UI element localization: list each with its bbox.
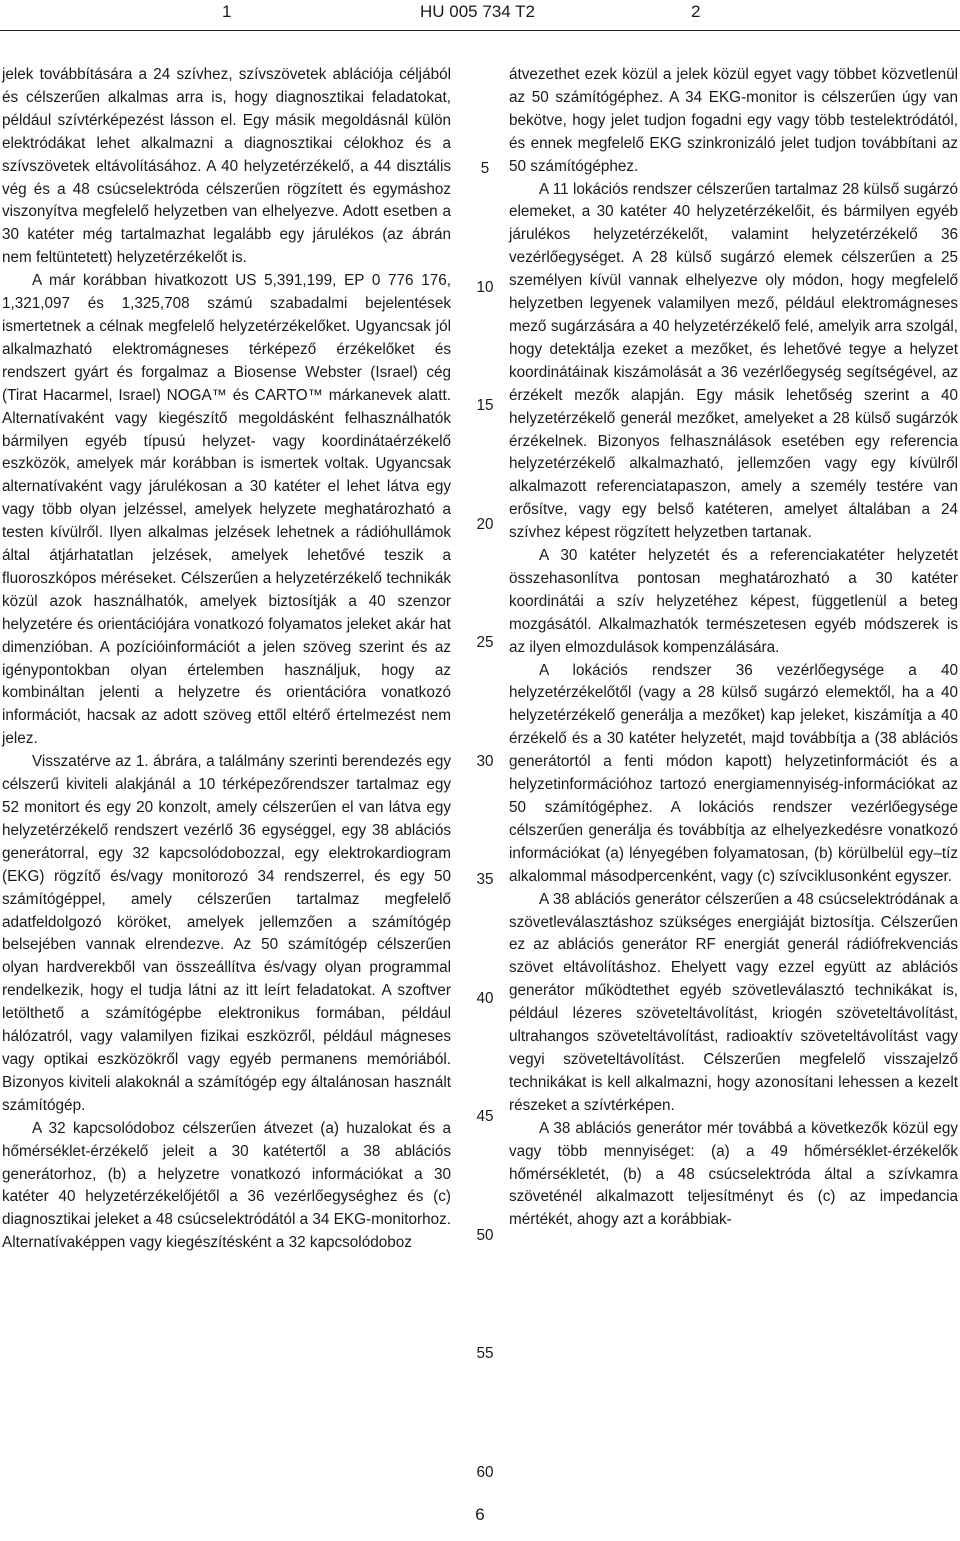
page-number: 6 xyxy=(475,1505,485,1524)
left-column xyxy=(2,64,451,1255)
line-number: 15 xyxy=(476,397,494,414)
paragraph: Visszatérve az 1. ábrára, a találmány szerinti berendezés egy célszerű kiviteli alakjánál a 10 térképezőrendszer tartalmaz egy 52 monitort és egy 20 konzolt, amely célszerűen el van látva egy helyzetérzékelő rendszert vezérlő 36 egységgel, egy 38 ablációs generátorral, egy 32 kapcsolódobozzal, egy elektrokardiogram (EKG) rögzítő és/vagy monitorozó 34 rendszerrel, és egy 50 számítógéppel, amely célszerűen tartalmaz megfelelő adatfeldolgozó köröket, amelyek jellemzően a számítógép belsejében vannak elrendezve. Az 50 számítógép célszerűen olyan hardverekből van összeállítva és/vagy olyan programmal rendelkezik, hogy el tudja látni az itt leírt feladatokat. A szoftver letölthető a számítógépbe elektronikus formában, például hálózatról, vagy valamilyen fizikai eszközről, például mágneses vagy optikai eszközökről vagy egyéb permanens memóriából. Bizonyos kiviteli alakoknál a számítógép egy általánosan használt számítógép. xyxy=(2,753,451,1114)
line-number: 10 xyxy=(476,278,494,296)
line-number: 55 xyxy=(476,1345,494,1362)
line-number: 25 xyxy=(476,634,494,651)
paragraph: A 38 ablációs generátor mér továbbá a következők közül egy vagy több mennyiséget: (a) a 49 hőmérséklet-érzékelők hőmérsékletét, (b) a 48 csúcselektróda által a szívkamra szöveténél alkalmazott teljesítményt és (c) az impedancia mértékét, ahogy azt a korábbiak- xyxy=(509,1119,958,1229)
paragraph: A 30 katéter helyzetét és a referenciakatéter helyzetét összehasonlítva pontosan meghatározható a 30 katéter koordinátái a szív helyzetéhez képest, függetlenül a beteg mozgásától. Alkalmazhatók természetesen egyéb módszerek is az ilyen elmozdulások kompenzálására. xyxy=(509,547,958,656)
line-number: 45 xyxy=(476,1108,494,1125)
paragraph: A 38 ablációs generátor célszerűen a 48 csúcselektródának a szövetleválasztáshoz szükséges energiáját biztosítja. Célszerűen ez az ablációs generátor RF energiát generál rádiófrekvenciás szövet eltávolításhoz. Ehelyett vagy ezzel együtt az ablációs generátor működtethet egyéb szövetleválasztó technikákat is, például lézeres szöveteltávolítást, kriogén szöveteltávolítást, ultrahangos szöveteltávolítást, radioaktív szöveteltávolítást vagy vegyi szöveteltávolítást. Célszerűen megfelelő visszajelző technikákat is kell alkalmazni, hogy azonosítani lehessen a kezelt részeket a szívtérképen. xyxy=(509,890,958,1114)
left-column-number: 1 xyxy=(222,2,232,21)
line-number: 30 xyxy=(476,752,494,770)
paragraph: A 32 kapcsolódoboz célszerűen átvezet (a) huzalokat és a hőmérséklet-érzékelő jeleit a 30 katétertől a 38 ablációs generátorhoz, (b) a helyzetre vonatkozó információkat a 30 katéter 40 helyzetérzékelőjétől a 36 vezérlőegységhez és (c) diagnosztikai jeleket a 48 csúcselektródától a 34 EKG-monitorhoz. Alternatívaképpen vagy kiegészítésként a 32 kapcsolódoboz xyxy=(2,1119,451,1252)
line-number: 60 xyxy=(476,1463,494,1481)
paragraph: átvezethet ezek közül a jelek közül egyet vagy többet közvetlenül az 50 számítógéphez. A 34 EKG-monitor is célszerűen úgy van bekötve, hogy jelet tudjon fogadni egy vagy több testelektródától, és ennek megfelelő EKG szinkronizáló jelet tudjon továbbítani az 50 számítógéphez. xyxy=(509,66,958,175)
right-column xyxy=(509,64,958,1232)
line-number: 5 xyxy=(480,160,490,177)
paragraph: A már korábban hivatkozott US 5,391,199, EP 0 776 176, 1,321,097 és 1,325,708 számú szabadalmi bejelentések ismertetnek a célnak megfelelő helyzetérzékelőket. Ugyancsak jól alkalmazható elektromágneses térképező érzékelőket és rendszert gyárt és forgalmaz a Biosense Webster (Israel) cég (Tirat Hacarmel, Israel) NOGA™ és CARTO™ márkanevek alatt. Alternatívaként vagy kiegészítő megoldásként felhasználhatók bármilyen egyéb típusú helyzet- vagy koordinátaérzékelő eszközök, amelyek már korábban is ismertek voltak. Ugyancsak alternatívaként vagy járulékosan a 30 katéter el lehet látva egy vagy több olyan jelzéssel, amelyek helyzete meghatározható a testen kívülről. Ilyen alkalmas jelzések lehetnek a rádióhullámok által átjárhatatlan jelzések, amelyek lehetővé teszik a fluoroszkópos méréseket. Célszerűen a helyzetérzékelő technikák közül azok használhatók, amelyek biztosítják a 40 szenzor helyzetére és orientációjára vonatkozó folyamatos jeleket akár hat dimenzióban. A pozícióinformációt a jelen szöveg szerint és az igénypontokban olyan értelemben használjuk, hogy az kombináltan jelenti a helyzetre és orientációra vonatkozó információt, hacsak az adott szöveg ettől eltérő értelmezést nem jelez. xyxy=(2,272,451,748)
paragraph: jelek továbbítására a 24 szívhez, szívszövetek ablációja céljából és célszerűen alkalmas arra is, hogy diagnosztikai feladatokat, például szívtérképezést lásson el. Egy másik megoldásnál külön elektródákat lehet alkalmazni a diagnosztikai célokhoz és a szívszövetek eltávolításához. A 40 helyzetérzékelő, a 44 disztális vég és a 48 csúcselektróda célszerűen rögzített és egymáshoz viszonyítva megfelelő helyzetben van elhelyezve. Adott esetben a 30 katéter még tartalmazhat legalább egy járulékos (az ábrán nem feltüntetett) helyzetérzékelőt is. xyxy=(2,66,451,267)
paragraph: A 11 lokációs rendszer célszerűen tartalmaz 28 külső sugárzó elemeket, a 30 katéter 40 helyzetérzékelőit, és bármilyen egyéb járulékos helyzetérzékelőt, valamint helyzetérzékelő 36 vezérlőegységet. A 28 külső sugárzó elemek célszerűen a 25 személyen kívül vannak elhelyezve oly módon, hogy megfelelő helyzetben legyenek valamilyen mező, például elektromágneses mező sugárzására a 40 helyzetérzékelő felé, amelyik arra szolgál, hogy detektálja ezeket a mezőket, és lehetővé tegye a helyzet koordinátáinak kiszámolását a 36 vezérlőegység segítségével, az érzékelt mezők alapján. Egy másik lehetőség szerint a 40 helyzetérzékelő generál mezőket, amelyeket a 28 külső sugárzók érzékelnek. Bizonyos felhasználások esetében egy referencia helyzetérzékelő alkalmazható, jellemzően vagy egy kívülről alkalmazott referenciatapaszon, amely a személy testére van erősítve, vagy egy belső katéteren, amelyet általában a 24 szívhez képest rögzített helyzetben tartanak. xyxy=(509,180,958,542)
right-column-number: 2 xyxy=(691,2,701,21)
paragraph: A lokációs rendszer 36 vezérlőegysége a 40 helyzetérzékelőtől (vagy a 28 külső sugárzó elemektől, ha a 40 helyzetérzékelő generálja a mezőket) kap jeleket, kiszámítja a 40 érzékelő és a 30 katéter helyzetét, majd továbbítja a (38 ablációs generátortól a fenti módon kapott) helyzetinformációt és a helyzetinformációhoz tartozó energiamennyiség-információkat az 50 számítógéphez. A lokációs rendszer vezérlőegysége célszerűen generálja és továbbítja az elhelyezkedésre vonatkozó információkat (a) lényegében folyamatosan, (b) körülbelül egy–tíz alkalommal másodpercenként, vagy (c) szívciklusonként egyszer. xyxy=(509,661,958,885)
page-header xyxy=(0,2,960,26)
header-rule xyxy=(0,30,960,31)
line-number: 20 xyxy=(476,515,494,533)
line-number: 50 xyxy=(476,1226,494,1244)
line-number: 40 xyxy=(476,989,494,1007)
line-number: 35 xyxy=(476,871,494,888)
document-id: HU 005 734 T2 xyxy=(420,2,535,21)
